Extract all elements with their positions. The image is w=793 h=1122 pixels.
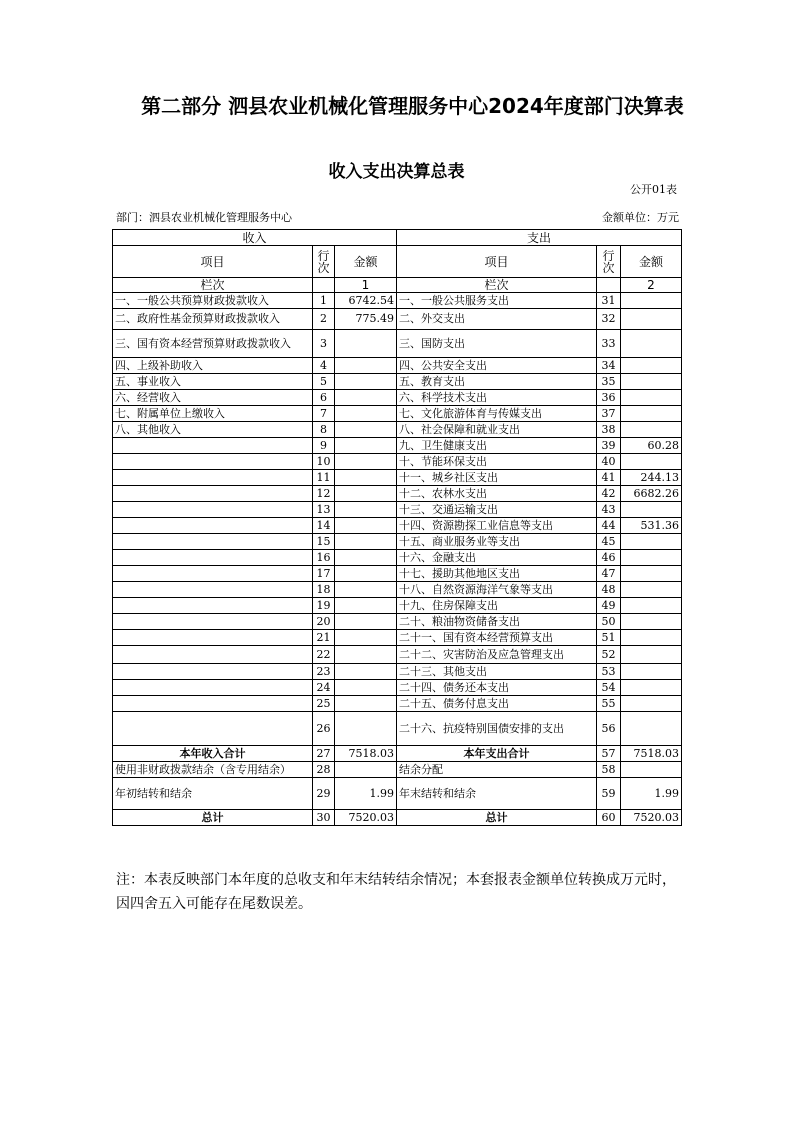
income-item-cell: [113, 438, 313, 454]
expense-amount-header: 金额: [621, 246, 682, 278]
income-amount-cell: [335, 470, 397, 486]
expense-amount-cell: [621, 566, 682, 582]
expense-item-cell: 二十、粮油物资储备支出: [397, 614, 597, 630]
expense-line-cell: 60: [597, 810, 621, 826]
expense-amount-cell: 1.99: [621, 778, 682, 810]
income-line-header: 行次: [313, 246, 335, 278]
expense-column-number: 2: [621, 278, 682, 293]
table-row: [113, 486, 682, 502]
expense-line-cell: 46: [597, 550, 621, 566]
table-row: [113, 309, 682, 330]
income-item-cell: [113, 582, 313, 598]
income-column-label: 栏次: [113, 278, 313, 293]
income-item-cell: 八、其他收入: [113, 422, 313, 438]
income-item-cell: 五、事业收入: [113, 374, 313, 390]
income-item-cell: 使用非财政拨款结余（含专用结余）: [113, 762, 313, 778]
expense-amount-cell: [621, 630, 682, 646]
table-row: [113, 438, 682, 454]
expense-item-cell: 十一、城乡社区支出: [397, 470, 597, 486]
expense-item-cell: 年末结转和结余: [397, 778, 597, 810]
income-item-cell: [113, 712, 313, 746]
expense-item-cell: 十五、商业服务业等支出: [397, 534, 597, 550]
expense-amount-cell: [621, 502, 682, 518]
income-amount-cell: [335, 486, 397, 502]
expense-item-cell: 七、文化旅游体育与传媒支出: [397, 406, 597, 422]
expense-amount-cell: [621, 664, 682, 680]
income-amount-cell: 7520.03: [335, 810, 397, 826]
income-amount-cell: [335, 534, 397, 550]
expense-amount-cell: [621, 712, 682, 746]
table-title: 收入支出决算总表: [328, 162, 465, 182]
income-item-cell: [113, 454, 313, 470]
income-line-cell: 25: [313, 696, 335, 712]
expense-line-cell: 51: [597, 630, 621, 646]
expense-line-cell: 39: [597, 438, 621, 454]
expense-amount-cell: 7518.03: [621, 746, 682, 762]
expense-line-cell: 35: [597, 374, 621, 390]
expense-item-cell: 十三、交通运输支出: [397, 502, 597, 518]
income-line-cell: 3: [313, 330, 335, 358]
income-line-cell: 8: [313, 422, 335, 438]
expense-item-cell: 结余分配: [397, 762, 597, 778]
income-amount-cell: 1.99: [335, 778, 397, 810]
income-line-cell: 23: [313, 664, 335, 680]
expense-line-cell: 37: [597, 406, 621, 422]
table-row: [113, 712, 682, 746]
income-line-cell: 9: [313, 438, 335, 454]
table-row: [113, 518, 682, 534]
table-row: [113, 374, 682, 390]
expense-item-cell: 十九、住房保障支出: [397, 598, 597, 614]
department-label: 部门：泗县农业机械化管理服务中心: [116, 211, 292, 224]
table-row: [113, 566, 682, 582]
income-amount-cell: [335, 680, 397, 696]
table-row: [113, 762, 682, 778]
income-amount-cell: [335, 582, 397, 598]
expense-item-cell: 十六、金融支出: [397, 550, 597, 566]
expense-line-cell: 49: [597, 598, 621, 614]
expense-item-cell: 一、一般公共服务支出: [397, 293, 597, 309]
income-item-cell: 二、政府性基金预算财政拨款收入: [113, 309, 313, 330]
income-item-cell: 三、国有资本经营预算财政拨款收入: [113, 330, 313, 358]
income-line-cell: 16: [313, 550, 335, 566]
income-amount-cell: 775.49: [335, 309, 397, 330]
table-row: [113, 582, 682, 598]
table-row: [113, 454, 682, 470]
income-item-cell: [113, 502, 313, 518]
expense-item-cell: 五、教育支出: [397, 374, 597, 390]
income-line-cell: 17: [313, 566, 335, 582]
income-item-cell: 本年收入合计: [113, 746, 313, 762]
income-item-cell: 年初结转和结余: [113, 778, 313, 810]
income-amount-cell: [335, 330, 397, 358]
income-amount-cell: [335, 518, 397, 534]
table-row: [113, 534, 682, 550]
income-line-cell: 27: [313, 746, 335, 762]
income-amount-cell: [335, 646, 397, 664]
expense-line-cell: 56: [597, 712, 621, 746]
expense-amount-cell: 531.36: [621, 518, 682, 534]
income-line-cell: 30: [313, 810, 335, 826]
expense-line-cell: 42: [597, 486, 621, 502]
income-amount-cell: [335, 358, 397, 374]
income-item-cell: [113, 630, 313, 646]
table-row: [113, 390, 682, 406]
expense-line-cell: 34: [597, 358, 621, 374]
expense-amount-cell: [621, 696, 682, 712]
income-line-cell: 6: [313, 390, 335, 406]
expense-line-cell: 45: [597, 534, 621, 550]
income-column-number: 1: [335, 278, 397, 293]
table-row: [113, 696, 682, 712]
form-number: 公开01表: [630, 183, 677, 196]
expense-amount-cell: 60.28: [621, 438, 682, 454]
expense-item-cell: 本年支出合计: [397, 746, 597, 762]
table-row: [113, 680, 682, 696]
expense-line-cell: 38: [597, 422, 621, 438]
expense-item-cell: 二十四、债务还本支出: [397, 680, 597, 696]
table-row: [113, 422, 682, 438]
income-item-cell: [113, 598, 313, 614]
expense-line-cell: 40: [597, 454, 621, 470]
income-line-cell: 2: [313, 309, 335, 330]
expense-column-blank: [597, 278, 621, 293]
expense-item-cell: 十四、资源勘探工业信息等支出: [397, 518, 597, 534]
expense-item-cell: 十八、自然资源海洋气象等支出: [397, 582, 597, 598]
expense-amount-cell: 244.13: [621, 470, 682, 486]
income-line-cell: 4: [313, 358, 335, 374]
table-row: [113, 598, 682, 614]
expense-line-cell: 36: [597, 390, 621, 406]
income-header: 收入: [113, 230, 397, 246]
income-line-cell: 14: [313, 518, 335, 534]
income-item-cell: 四、上级补助收入: [113, 358, 313, 374]
expense-amount-cell: [621, 330, 682, 358]
expense-line-cell: 53: [597, 664, 621, 680]
expense-item-cell: 十七、援助其他地区支出: [397, 566, 597, 582]
income-line-cell: 5: [313, 374, 335, 390]
expense-line-cell: 58: [597, 762, 621, 778]
income-item-cell: 总计: [113, 810, 313, 826]
budget-table: [112, 229, 682, 826]
income-amount-cell: [335, 762, 397, 778]
income-amount-cell: [335, 454, 397, 470]
expense-item-cell: 四、公共安全支出: [397, 358, 597, 374]
expense-amount-cell: [621, 646, 682, 664]
income-amount-cell: [335, 696, 397, 712]
expense-amount-cell: [621, 390, 682, 406]
expense-item-cell: 八、社会保障和就业支出: [397, 422, 597, 438]
income-line-cell: 13: [313, 502, 335, 518]
expense-item-cell: 二十二、灾害防治及应急管理支出: [397, 646, 597, 664]
income-amount-cell: [335, 406, 397, 422]
income-amount-header: 金额: [335, 246, 397, 278]
table-row: [113, 778, 682, 810]
income-line-cell: 15: [313, 534, 335, 550]
expense-line-cell: 54: [597, 680, 621, 696]
unit-label: 金额单位：万元: [602, 211, 679, 224]
expense-column-label: 栏次: [397, 278, 597, 293]
expense-item-cell: 三、国防支出: [397, 330, 597, 358]
footnote: 注：本表反映部门本年度的总收支和年末结转结余情况；本套报表金额单位转换成万元时，因四舍五入可能存在尾数误差。: [116, 872, 676, 912]
income-amount-cell: [335, 438, 397, 454]
income-item-cell: [113, 534, 313, 550]
expense-item-cell: 十二、农林水支出: [397, 486, 597, 502]
expense-line-cell: 50: [597, 614, 621, 630]
expense-item-header: 项目: [397, 246, 597, 278]
table-row: [113, 646, 682, 664]
expense-item-cell: 九、卫生健康支出: [397, 438, 597, 454]
income-amount-cell: 6742.54: [335, 293, 397, 309]
expense-line-cell: 52: [597, 646, 621, 664]
expense-line-cell: 59: [597, 778, 621, 810]
table-row: [113, 664, 682, 680]
income-amount-cell: 7518.03: [335, 746, 397, 762]
expense-item-cell: 六、科学技术支出: [397, 390, 597, 406]
income-item-header: 项目: [113, 246, 313, 278]
income-line-cell: 24: [313, 680, 335, 696]
income-amount-cell: [335, 630, 397, 646]
income-item-cell: [113, 486, 313, 502]
income-amount-cell: [335, 390, 397, 406]
expense-amount-cell: [621, 406, 682, 422]
income-line-cell: 20: [313, 614, 335, 630]
income-item-cell: [113, 550, 313, 566]
income-line-cell: 1: [313, 293, 335, 309]
expense-item-cell: 二、外交支出: [397, 309, 597, 330]
expense-line-cell: 33: [597, 330, 621, 358]
income-line-cell: 28: [313, 762, 335, 778]
expense-amount-cell: [621, 762, 682, 778]
expense-item-cell: 十、节能环保支出: [397, 454, 597, 470]
income-line-cell: 18: [313, 582, 335, 598]
income-item-cell: [113, 680, 313, 696]
table-row: [113, 550, 682, 566]
expense-line-cell: 57: [597, 746, 621, 762]
expense-line-cell: 43: [597, 502, 621, 518]
income-amount-cell: [335, 502, 397, 518]
income-line-cell: 10: [313, 454, 335, 470]
expense-amount-cell: 6682.26: [621, 486, 682, 502]
table-row: [113, 470, 682, 486]
income-line-cell: 7: [313, 406, 335, 422]
expense-amount-cell: [621, 454, 682, 470]
table-row: [113, 502, 682, 518]
page-title: 第二部分 泗县农业机械化管理服务中心2024年度部门决算表: [141, 94, 684, 118]
expense-line-cell: 31: [597, 293, 621, 309]
table-row: [113, 614, 682, 630]
expense-amount-cell: [621, 534, 682, 550]
table-row: [113, 810, 682, 826]
income-amount-cell: [335, 422, 397, 438]
expense-amount-cell: [621, 309, 682, 330]
income-amount-cell: [335, 374, 397, 390]
income-amount-cell: [335, 566, 397, 582]
income-line-cell: 11: [313, 470, 335, 486]
income-item-cell: 一、一般公共预算财政拨款收入: [113, 293, 313, 309]
table-row: [113, 330, 682, 358]
table-row: [113, 293, 682, 309]
expense-item-cell: 二十一、国有资本经营预算支出: [397, 630, 597, 646]
expense-item-cell: 二十三、其他支出: [397, 664, 597, 680]
income-line-cell: 29: [313, 778, 335, 810]
expense-item-cell: 二十六、抗疫特别国债安排的支出: [397, 712, 597, 746]
expense-amount-cell: [621, 293, 682, 309]
income-line-cell: 19: [313, 598, 335, 614]
expense-header: 支出: [397, 230, 682, 246]
expense-amount-cell: 7520.03: [621, 810, 682, 826]
expense-amount-cell: [621, 614, 682, 630]
income-amount-cell: [335, 550, 397, 566]
expense-line-cell: 47: [597, 566, 621, 582]
table-row: [113, 746, 682, 762]
table-row: [113, 358, 682, 374]
income-line-cell: 12: [313, 486, 335, 502]
income-line-cell: 26: [313, 712, 335, 746]
income-item-cell: 六、经营收入: [113, 390, 313, 406]
expense-item-cell: 二十五、债务付息支出: [397, 696, 597, 712]
income-item-cell: [113, 614, 313, 630]
expense-amount-cell: [621, 598, 682, 614]
table-row: [113, 630, 682, 646]
expense-amount-cell: [621, 374, 682, 390]
expense-line-header: 行次: [597, 246, 621, 278]
income-line-cell: 21: [313, 630, 335, 646]
income-item-cell: 七、附属单位上缴收入: [113, 406, 313, 422]
income-amount-cell: [335, 614, 397, 630]
expense-line-cell: 32: [597, 309, 621, 330]
income-item-cell: [113, 646, 313, 664]
expense-line-cell: 44: [597, 518, 621, 534]
expense-amount-cell: [621, 358, 682, 374]
income-column-blank: [313, 278, 335, 293]
table-row: [113, 406, 682, 422]
income-item-cell: [113, 518, 313, 534]
income-amount-cell: [335, 664, 397, 680]
income-amount-cell: [335, 598, 397, 614]
income-line-cell: 22: [313, 646, 335, 664]
expense-line-cell: 55: [597, 696, 621, 712]
income-amount-cell: [335, 712, 397, 746]
expense-amount-cell: [621, 550, 682, 566]
expense-line-cell: 41: [597, 470, 621, 486]
expense-amount-cell: [621, 680, 682, 696]
expense-item-cell: 总计: [397, 810, 597, 826]
income-item-cell: [113, 696, 313, 712]
expense-amount-cell: [621, 582, 682, 598]
expense-amount-cell: [621, 422, 682, 438]
income-item-cell: [113, 566, 313, 582]
expense-line-cell: 48: [597, 582, 621, 598]
income-item-cell: [113, 470, 313, 486]
income-item-cell: [113, 664, 313, 680]
